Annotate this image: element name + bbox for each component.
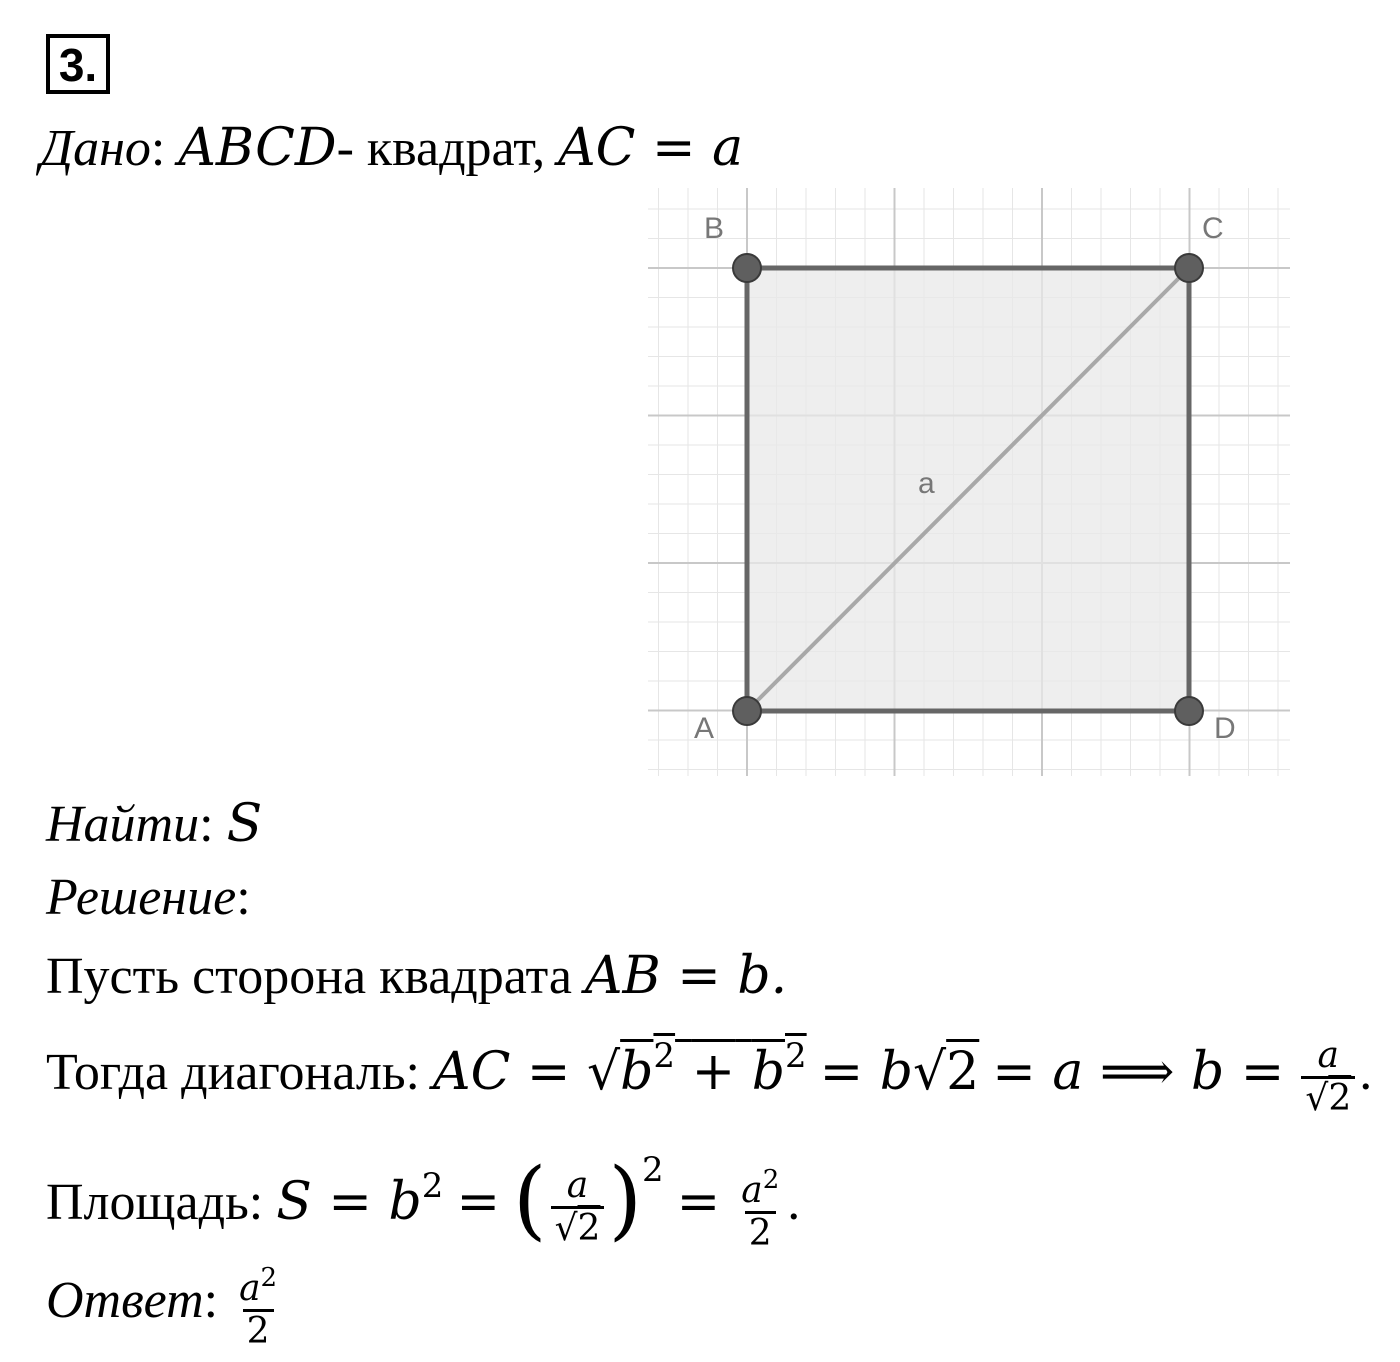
step3-text: Площадь: <box>46 1174 264 1231</box>
step2-p3: = a ⟹ b = <box>992 1042 1285 1102</box>
given-line: Дано: ABCD- квадрат, AC = a <box>40 118 744 178</box>
solution-label: Решение <box>46 869 237 926</box>
solution-line: Решение: <box>46 869 251 926</box>
answer-fraction: $\frac{a^2}{2}$ <box>239 1263 278 1352</box>
step2-p1: AC = √ <box>433 1042 621 1102</box>
given-label: Дано <box>40 120 151 177</box>
given-expr: AC = a <box>558 118 744 178</box>
label-c: C <box>1202 212 1224 245</box>
given-figure: ABCD <box>178 118 337 178</box>
step3-p1: S = b <box>276 1172 422 1232</box>
step1-line <box>46 946 787 1007</box>
find-line: Найти: S <box>46 794 263 854</box>
given-word: - квадрат, <box>336 120 546 177</box>
problem-number: 3. <box>46 34 110 94</box>
point-c[interactable] <box>1175 254 1203 282</box>
point-b[interactable] <box>733 254 761 282</box>
step2-p2: = b√ <box>819 1042 947 1102</box>
step1-text: Пусть сторона квадрата <box>46 948 572 1005</box>
find-value: S <box>226 794 263 854</box>
step2-radicand: $b^2 + b^2$ <box>620 1036 807 1102</box>
step3-inner-fraction: $\frac{a}{√2}$ <box>551 1166 605 1249</box>
label-b: B <box>704 212 725 245</box>
find-label: Найти <box>46 796 200 853</box>
step2-text: Тогда диагональ: <box>46 1044 421 1101</box>
label-a: A <box>694 712 715 745</box>
label-diagonal: a <box>918 467 935 500</box>
step3-line: Площадь: $S = b^2$ = ( $\frac{a}{√2}$ )$^2$ = $\frac{a^2}{2}$ . <box>46 1150 801 1255</box>
point-d[interactable] <box>1175 697 1203 725</box>
step1-expr: AB = b. <box>584 946 788 1006</box>
step3-result-fraction: $\frac{a^2}{2}$ <box>741 1165 780 1255</box>
point-a[interactable] <box>733 697 761 725</box>
step2-fraction: $\frac{a}{√2}$ <box>1301 1036 1355 1119</box>
answer-line: Ответ: $\frac{a^2}{2}$ <box>46 1258 285 1352</box>
answer-label: Ответ <box>46 1271 204 1329</box>
step2-line: Тогда диагональ: AC = $√b^2 + b^2 = b√2 = a$ ⟹ b = $\frac{a}{√2}$ . <box>46 1034 1373 1119</box>
label-d: D <box>1214 712 1236 745</box>
step2-p2-rad: 2 <box>946 1042 980 1102</box>
square-diagram <box>648 188 1290 776</box>
